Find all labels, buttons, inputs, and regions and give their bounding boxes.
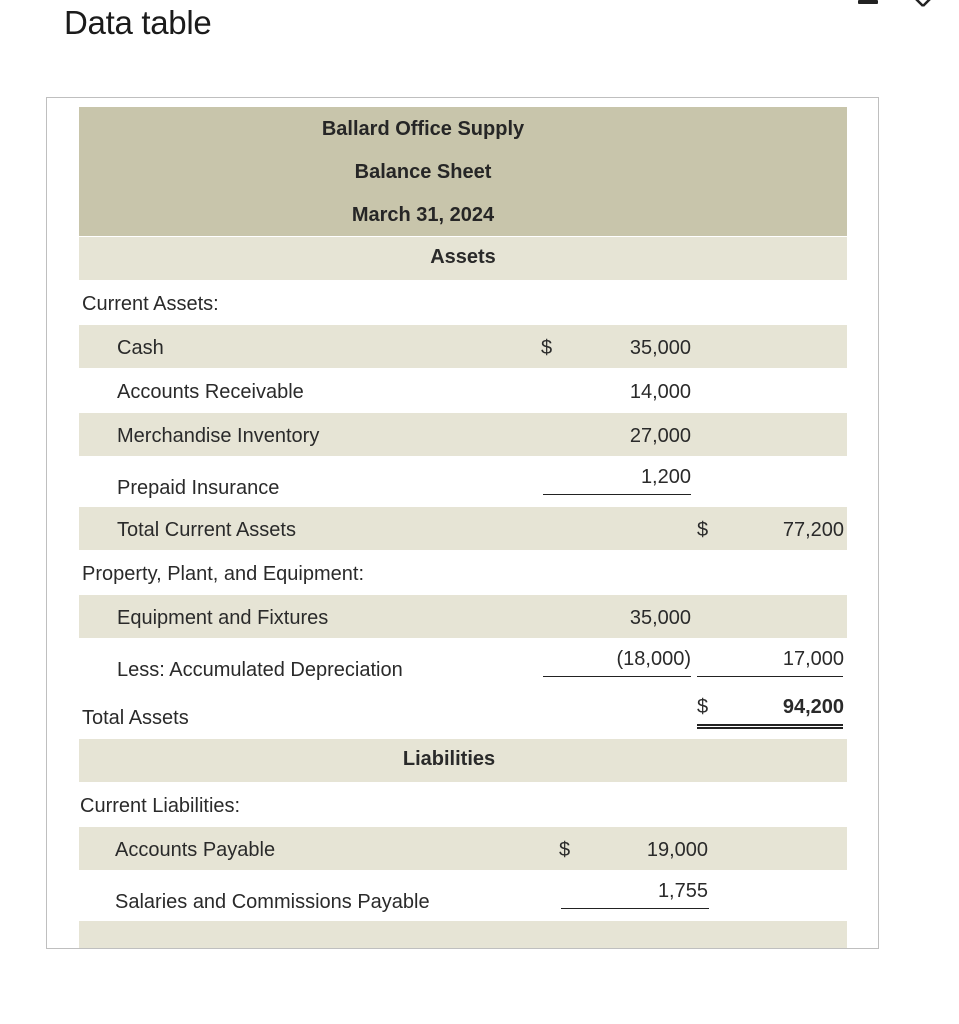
current-liabilities-label: Current Liabilities: [80, 795, 241, 817]
ap-dollar: $ [559, 839, 571, 861]
liabilities-heading: Liabilities [402, 748, 496, 770]
accum-dep-amount: (18,000) [616, 648, 691, 670]
subtotal-underline [543, 494, 691, 495]
cash-label: Cash [117, 337, 164, 359]
balance-sheet [79, 107, 847, 949]
table-row [79, 324, 847, 368]
equipment-label: Equipment and Fixtures [117, 607, 329, 629]
ppe-net-amount: 17,000 [782, 648, 844, 670]
ap-label: Accounts Payable [115, 839, 276, 861]
assets-heading-row [79, 236, 847, 280]
table-row [79, 456, 847, 506]
prepaid-amount: 1,200 [640, 466, 691, 488]
table-row [79, 594, 847, 638]
total-assets-dollar: $ [697, 696, 709, 718]
ppe-label: Property, Plant, and Equipment: [82, 563, 365, 585]
total-assets-amount: 94,200 [782, 696, 844, 718]
assets-heading: Assets [430, 246, 496, 268]
equipment-amount: 35,000 [629, 607, 691, 629]
cash-amount: 35,000 [629, 337, 691, 359]
table-row [79, 688, 847, 738]
subtotal-underline [561, 908, 709, 909]
liabilities-heading-row [79, 738, 847, 782]
table-row [79, 782, 847, 826]
subtotal-underline [697, 676, 843, 677]
inventory-amount: 27,000 [629, 425, 691, 447]
table-row [79, 870, 847, 920]
data-table-frame[interactable] [46, 97, 879, 949]
total-assets-label: Total Assets [82, 707, 189, 729]
table-row [79, 638, 847, 688]
statement-date: March 31, 2024 [351, 204, 495, 226]
subtotal-underline [543, 676, 691, 677]
minimize-icon[interactable] [858, 0, 878, 4]
statement-name: Balance Sheet [354, 161, 492, 183]
table-row [79, 920, 847, 949]
salaries-amount: 1,755 [657, 880, 708, 902]
ar-label: Accounts Receivable [117, 381, 304, 403]
ar-amount: 14,000 [629, 381, 691, 403]
table-row [79, 506, 847, 550]
total-current-assets-amount: 77,200 [782, 519, 844, 541]
total-current-assets-label: Total Current Assets [117, 519, 296, 541]
prepaid-label: Prepaid Insurance [117, 477, 280, 499]
total-current-dollar: $ [697, 519, 709, 541]
salaries-label: Salaries and Commissions Payable [115, 891, 430, 913]
ap-amount: 19,000 [646, 839, 708, 861]
accum-dep-label: Less: Accumulated Depreciation [117, 659, 403, 681]
current-assets-label: Current Assets: [82, 293, 219, 315]
dialog-title: Data table [64, 4, 212, 41]
close-icon[interactable] [908, 0, 938, 10]
company-name: Ballard Office Supply [321, 118, 525, 140]
cash-dollar: $ [541, 337, 553, 359]
table-row [79, 412, 847, 456]
table-row [79, 826, 847, 870]
table-row [79, 368, 847, 412]
inventory-label: Merchandise Inventory [117, 425, 320, 447]
table-row [79, 550, 847, 594]
total-double-underline [697, 724, 843, 729]
table-row [79, 280, 847, 324]
statement-header [79, 107, 847, 236]
